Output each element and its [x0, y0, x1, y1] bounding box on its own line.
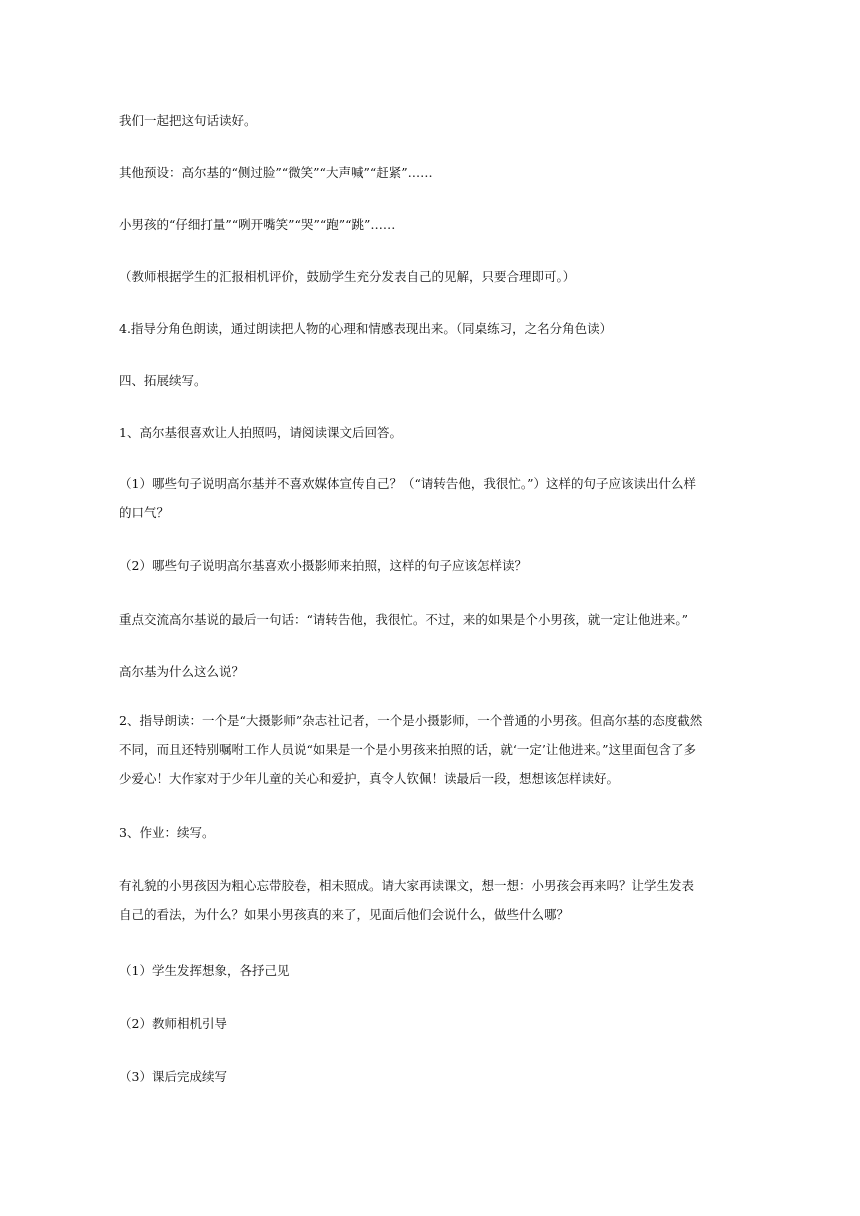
paragraph — [119, 469, 744, 527]
text-line: 四、拓展续写。 — [119, 373, 207, 388]
text-line: 3、作业：续写。 — [119, 825, 215, 840]
paragraph — [119, 262, 744, 291]
text-line: 有礼貌的小男孩因为粗心忘带胶卷，相未照成。请大家再读课文，想一想：小男孩会再来吗？让学生发表 — [119, 878, 695, 893]
paragraph — [119, 314, 744, 343]
paragraph — [119, 210, 744, 239]
list-item — [119, 956, 744, 985]
text-line: 1、高尔基很喜欢让人拍照吗，请阅读课文后回答。 — [119, 425, 402, 440]
text-line: （3）课后完成续写 — [119, 1069, 227, 1084]
paragraph — [119, 706, 744, 793]
text-line: 其他预设：高尔基的“侧过脸”“微笑”“大声喊”“赶紧”…… — [119, 165, 433, 180]
list-item — [119, 1009, 744, 1038]
text-line: 不同，而且还特别嘱咐工作人员说“如果是一个是小男孩来拍照的话，就‘一定’让他进来。”这里面包含了多 — [119, 742, 696, 757]
text-line: （2）教师相机引导 — [119, 1016, 227, 1031]
paragraph — [119, 106, 744, 135]
text-line: 小男孩的“仔细打量”“咧开嘴笑”“哭”“跑”“跳”…… — [119, 217, 396, 232]
text-line: 少爱心！大作家对于少年儿童的关心和爱护，真令人钦佩！读最后一段，想想该怎样读好。 — [119, 771, 620, 786]
text-line: 重点交流高尔基说的最后一句话：“请转告他，我很忙。不过，来的如果是个小男孩，就一定让他进来。” — [119, 612, 689, 627]
text-line: 自己的看法，为什么？如果小男孩真的来了，见面后他们会说什么，做些什么哪？ — [119, 907, 570, 922]
text-line: （1）学生发挥想象，各抒己见 — [119, 963, 290, 978]
text-line: 的口气？ — [119, 505, 170, 520]
text-line: 我们一起把这句话读好。 — [119, 113, 257, 128]
text-line: （1）哪些句子说明高尔基并不喜欢媒体宣传自己？（“请转告他，我很忙。”）这样的句子应该读出什么样 — [119, 476, 696, 491]
text-line: （2）哪些句子说明高尔基喜欢小摄影师来拍照，这样的句子应该怎样读？ — [119, 558, 527, 573]
text-line: 4.指导分角色朗读，通过朗读把人物的心理和情感表现出来。（同桌练习，之名分角色读） — [119, 321, 613, 336]
text-line: 2、指导朗读：一个是“大摄影师”杂志社记者，一个是小摄影师，一个普通的小男孩。但高尔基的态度截然 — [119, 713, 703, 728]
paragraph — [119, 605, 744, 634]
text-line: 高尔基为什么这么说？ — [119, 664, 245, 679]
paragraph — [119, 818, 744, 847]
text-line: （教师根据学生的汇报相机评价，鼓励学生充分发表自己的见解，只要合理即可。） — [119, 269, 576, 284]
paragraph — [119, 657, 744, 686]
paragraph — [119, 158, 744, 187]
list-item — [119, 1062, 744, 1091]
paragraph — [119, 551, 744, 580]
section-heading — [119, 366, 744, 395]
paragraph — [119, 418, 744, 447]
paragraph — [119, 871, 744, 929]
